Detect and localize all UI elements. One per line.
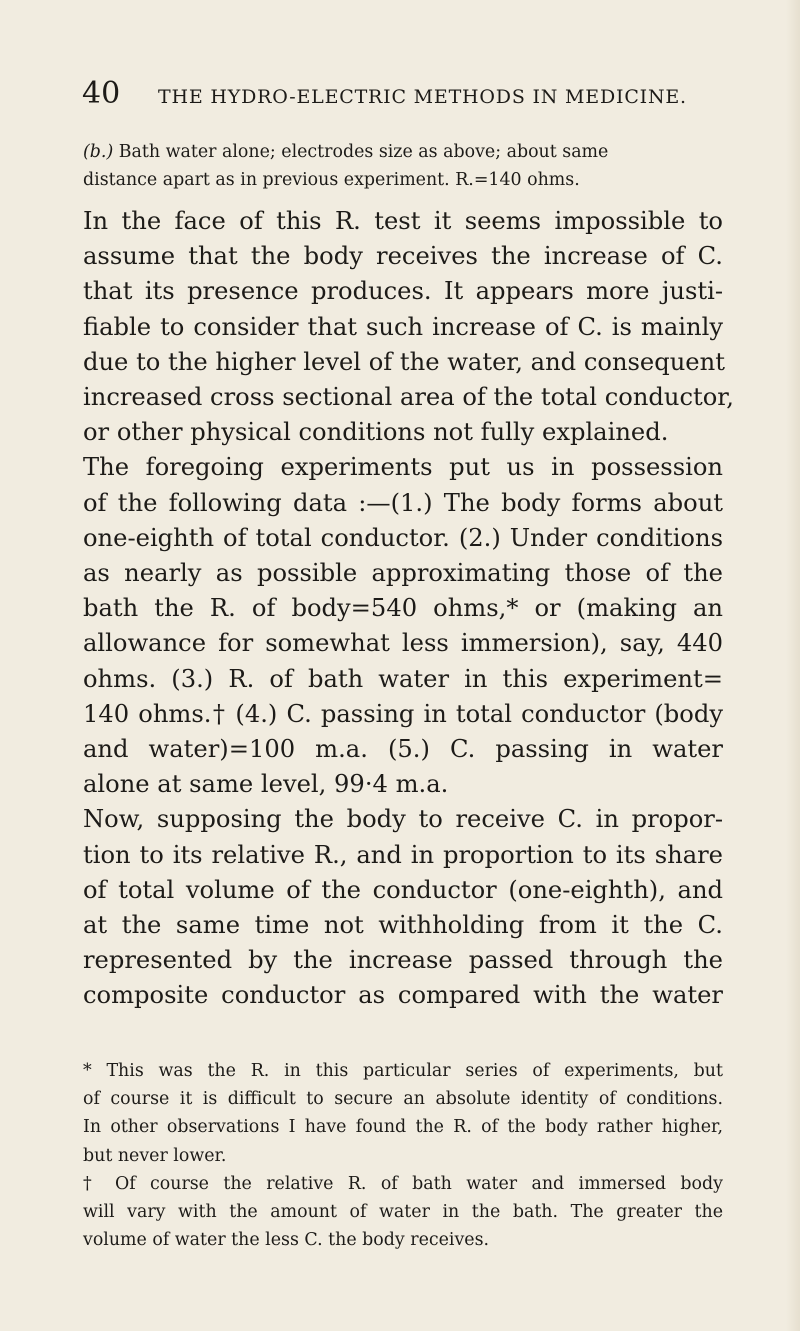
body-line: of the following data :—(1.) The body forms about — [83, 488, 723, 517]
body-line: that its presence produces. It appears more justi- — [83, 277, 723, 306]
body-line: and water)=100 m.a. (5.) C. passing in water — [83, 735, 723, 764]
body-line: composite conductor as compared with the water — [83, 981, 723, 1010]
body-text — [83, 204, 734, 1014]
body-line: or other physical conditions not fully explained. — [83, 418, 669, 447]
small-para-text: Bath water alone; electrodes size as above; about same — [118, 142, 609, 162]
small-para-line: distance apart as in previous experiment. R.=140 ohms. — [83, 170, 580, 190]
footnote-line: * This was the R. in this particular series of experiments, but — [83, 1061, 723, 1081]
body-line: ohms. (3.) R. of bath water in this experiment= — [83, 664, 723, 693]
experiment-b-note — [83, 138, 723, 194]
footnote-line: of course it is difficult to secure an absolute identity of conditions. — [83, 1089, 723, 1110]
footnote-line: † Of course the relative R. of bath water and immersed body — [83, 1173, 723, 1194]
footnote-line: will vary with the amount of water in the bath. The greater the — [83, 1202, 723, 1223]
page-edge-shadow — [786, 0, 800, 1331]
page-header — [82, 76, 722, 116]
footnotes — [83, 1057, 723, 1254]
body-line: due to the higher level of the water, and consequent — [83, 347, 725, 376]
body-line: as nearly as possible approximating those of the — [83, 559, 723, 588]
body-line: one-eighth of total conductor. (2.) Under conditions — [83, 523, 723, 552]
body-line: bath the R. of body=540 ohms,* or (making an — [83, 594, 723, 623]
page-number: 40 — [82, 76, 121, 111]
body-line: 140 ohms.† (4.) C. passing in total conductor (body — [83, 699, 723, 728]
body-line: represented by the increase passed through the — [83, 946, 723, 975]
body-line: fiable to consider that such increase of C. is mainly — [83, 312, 723, 341]
body-line: at the same time not withholding from it the C. — [83, 911, 723, 940]
body-line: In the face of this R. test it seems impossible to — [83, 207, 723, 235]
body-line: The foregoing experiments put us in possession — [83, 453, 723, 482]
body-line: tion to its relative R., and in proportion to its share — [83, 840, 723, 869]
running-head: THE HYDRO-ELECTRIC METHODS IN MEDICINE. — [158, 86, 687, 108]
body-line: assume that the body receives the increase of C. — [83, 242, 723, 271]
body-line: Now, supposing the body to receive C. in propor- — [83, 805, 723, 834]
footnote-line: volume of water the less C. the body receives. — [83, 1230, 490, 1251]
body-line: of total volume of the conductor (one-eighth), and — [83, 875, 723, 904]
experiment-label: (b.) — [83, 142, 114, 162]
body-line: increased cross sectional area of the total conductor, — [83, 383, 734, 412]
footnote-line: but never lower. — [83, 1145, 227, 1166]
body-line: allowance for somewhat less immersion), say, 440 — [83, 629, 723, 658]
footnote-line: In other observations I have found the R. of the body rather higher, — [83, 1117, 723, 1138]
small-para-line — [83, 138, 723, 166]
body-line: alone at same level, 99·4 m.a. — [83, 770, 449, 799]
